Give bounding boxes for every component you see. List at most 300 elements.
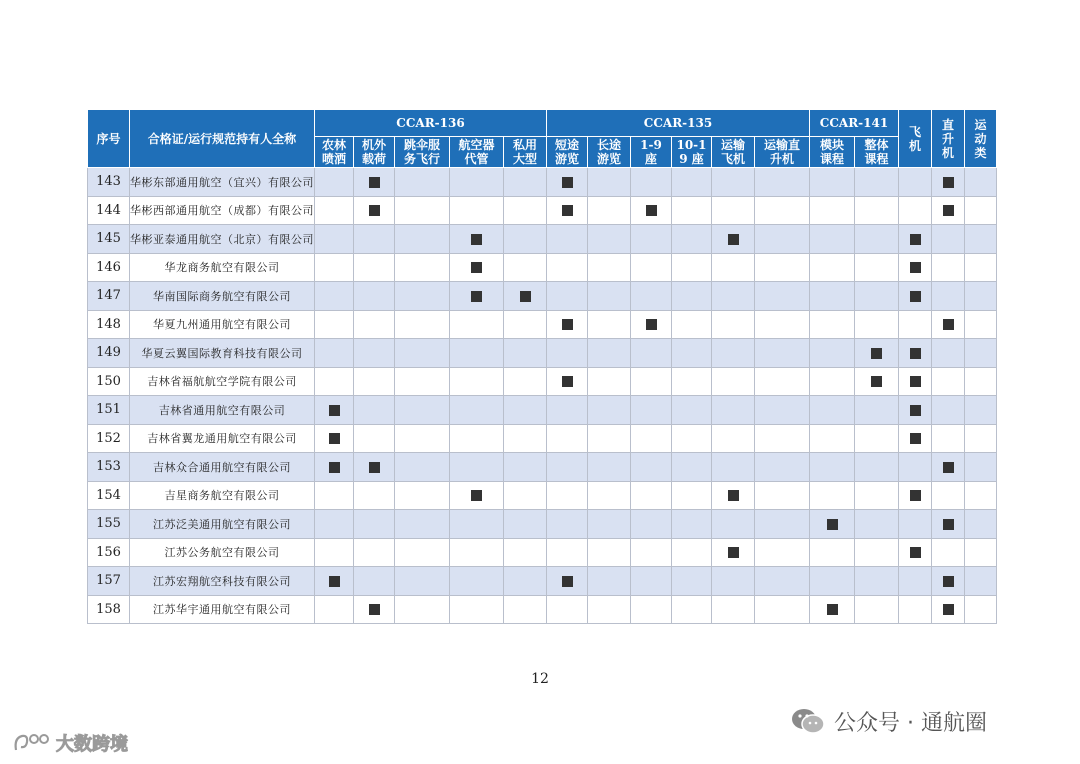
row-seq: 158 <box>88 595 130 624</box>
check-mark-icon <box>562 205 573 216</box>
check-mark-icon <box>943 462 954 473</box>
row-cell <box>547 567 588 596</box>
row-cell <box>631 253 672 282</box>
row-cell <box>712 367 755 396</box>
row-cell <box>855 168 899 197</box>
row-name: 华龙商务航空有限公司 <box>130 253 315 282</box>
subheader-5: 短途 游览 <box>547 137 588 168</box>
row-cell <box>504 225 547 254</box>
check-mark-icon <box>369 205 380 216</box>
row-seq: 143 <box>88 168 130 197</box>
row-cell <box>588 424 631 453</box>
row-cell <box>810 424 855 453</box>
row-name: 江苏华宇通用航空有限公司 <box>130 595 315 624</box>
row-seq: 147 <box>88 282 130 311</box>
row-cell <box>712 567 755 596</box>
row-cell <box>899 310 932 339</box>
row-cell <box>965 310 997 339</box>
check-mark-icon <box>943 205 954 216</box>
row-cell <box>965 424 997 453</box>
check-mark-icon <box>329 576 340 587</box>
row-name: 华南国际商务航空有限公司 <box>130 282 315 311</box>
subheader-6: 长途 游览 <box>588 137 631 168</box>
row-seq: 145 <box>88 225 130 254</box>
row-cell <box>588 481 631 510</box>
row-cell <box>672 595 712 624</box>
row-cell <box>450 567 504 596</box>
row-cell <box>395 481 450 510</box>
row-cell <box>965 168 997 197</box>
row-cell <box>755 481 810 510</box>
row-cell <box>547 196 588 225</box>
row-cell <box>755 424 810 453</box>
row-cell <box>712 196 755 225</box>
row-cell <box>547 510 588 539</box>
row-cell <box>354 481 395 510</box>
row-cell <box>672 567 712 596</box>
row-cell <box>755 168 810 197</box>
row-cell <box>450 424 504 453</box>
row-cell <box>631 424 672 453</box>
row-cell <box>354 310 395 339</box>
row-cell <box>588 225 631 254</box>
row-cell <box>855 424 899 453</box>
row-cell <box>354 567 395 596</box>
row-cell <box>395 282 450 311</box>
row-seq: 152 <box>88 424 130 453</box>
table-row <box>88 282 997 311</box>
row-cell <box>354 396 395 425</box>
check-mark-icon <box>562 376 573 387</box>
check-mark-icon <box>910 376 921 387</box>
row-cell <box>855 453 899 482</box>
row-cell <box>672 225 712 254</box>
check-mark-icon <box>369 177 380 188</box>
header-group-ccar141: CCAR-141 <box>810 110 899 137</box>
table-body <box>88 168 997 624</box>
row-cell <box>547 453 588 482</box>
row-cell <box>672 253 712 282</box>
row-cell <box>450 538 504 567</box>
table-row <box>88 567 997 596</box>
row-cell <box>315 225 354 254</box>
row-cell <box>755 196 810 225</box>
row-cell <box>354 538 395 567</box>
row-cell <box>810 253 855 282</box>
row-cell <box>395 510 450 539</box>
row-cell <box>504 282 547 311</box>
header-group-ccar136: CCAR-136 <box>315 110 547 137</box>
row-cell <box>712 339 755 368</box>
row-cell <box>631 225 672 254</box>
row-cell <box>588 310 631 339</box>
row-cell <box>899 282 932 311</box>
watermark-right-text: 公众号 · 通航圈 <box>834 710 987 736</box>
table-row <box>88 339 997 368</box>
row-name: 吉林省通用航空有限公司 <box>130 396 315 425</box>
row-cell <box>395 595 450 624</box>
row-cell <box>899 339 932 368</box>
table-row <box>88 481 997 510</box>
row-cell <box>755 339 810 368</box>
row-cell <box>547 253 588 282</box>
row-cell <box>932 339 965 368</box>
row-cell <box>450 253 504 282</box>
check-mark-icon <box>910 262 921 273</box>
row-cell <box>354 225 395 254</box>
check-mark-icon <box>520 291 531 302</box>
row-cell <box>315 510 354 539</box>
row-cell <box>588 567 631 596</box>
watermark-right <box>790 704 987 738</box>
row-cell <box>672 367 712 396</box>
row-cell <box>855 367 899 396</box>
row-cell <box>547 595 588 624</box>
row-cell <box>631 310 672 339</box>
row-cell <box>672 196 712 225</box>
row-cell <box>395 339 450 368</box>
check-mark-icon <box>871 376 882 387</box>
row-cell <box>547 538 588 567</box>
check-mark-icon <box>562 319 573 330</box>
check-mark-icon <box>369 604 380 615</box>
row-cell <box>504 510 547 539</box>
row-cell <box>395 225 450 254</box>
row-cell <box>504 567 547 596</box>
table-row <box>88 168 997 197</box>
row-cell <box>755 282 810 311</box>
subheader-4: 私用 大型 <box>504 137 547 168</box>
row-cell <box>965 339 997 368</box>
header-name: 合格证/运行规范持有人全称 <box>130 110 315 168</box>
row-cell <box>755 510 810 539</box>
check-mark-icon <box>471 490 482 501</box>
row-cell <box>631 196 672 225</box>
row-cell <box>588 339 631 368</box>
row-cell <box>588 453 631 482</box>
check-mark-icon <box>910 405 921 416</box>
check-mark-icon <box>943 319 954 330</box>
row-seq: 150 <box>88 367 130 396</box>
table-row <box>88 367 997 396</box>
check-mark-icon <box>910 348 921 359</box>
row-cell <box>755 538 810 567</box>
row-seq: 146 <box>88 253 130 282</box>
header-group-ccar135: CCAR-135 <box>547 110 810 137</box>
row-cell <box>395 310 450 339</box>
table-row <box>88 253 997 282</box>
subheader-2: 跳伞服 务飞行 <box>395 137 450 168</box>
row-cell <box>810 538 855 567</box>
row-cell <box>315 538 354 567</box>
row-cell <box>712 538 755 567</box>
row-cell <box>810 567 855 596</box>
row-cell <box>932 367 965 396</box>
row-cell <box>547 424 588 453</box>
watermark-left <box>12 728 128 758</box>
row-cell <box>395 567 450 596</box>
row-cell <box>315 253 354 282</box>
row-cell <box>450 453 504 482</box>
row-cell <box>810 282 855 311</box>
row-cell <box>354 282 395 311</box>
row-cell <box>395 538 450 567</box>
row-cell <box>450 225 504 254</box>
row-cell <box>450 282 504 311</box>
row-cell <box>631 510 672 539</box>
check-mark-icon <box>329 433 340 444</box>
logo-icon <box>12 730 52 756</box>
table-row <box>88 310 997 339</box>
row-cell <box>450 481 504 510</box>
row-cell <box>588 595 631 624</box>
row-cell <box>588 168 631 197</box>
row-cell <box>965 595 997 624</box>
check-mark-icon <box>943 519 954 530</box>
header-helicopter: 直 升 机 <box>932 110 965 168</box>
row-seq: 156 <box>88 538 130 567</box>
row-cell <box>315 282 354 311</box>
subheader-11: 模块 课程 <box>810 137 855 168</box>
wechat-icon <box>790 706 826 736</box>
row-cell <box>755 595 810 624</box>
row-cell <box>932 567 965 596</box>
row-cell <box>588 253 631 282</box>
row-cell <box>855 339 899 368</box>
row-cell <box>965 196 997 225</box>
row-cell <box>932 168 965 197</box>
subheader-1: 机外 载荷 <box>354 137 395 168</box>
row-name: 吉林众合通用航空有限公司 <box>130 453 315 482</box>
row-cell <box>810 196 855 225</box>
check-mark-icon <box>471 291 482 302</box>
row-cell <box>315 595 354 624</box>
row-cell <box>547 339 588 368</box>
row-cell <box>932 453 965 482</box>
row-seq: 151 <box>88 396 130 425</box>
row-cell <box>899 567 932 596</box>
check-mark-icon <box>910 291 921 302</box>
row-cell <box>932 538 965 567</box>
row-cell <box>712 168 755 197</box>
row-cell <box>504 310 547 339</box>
row-cell <box>932 196 965 225</box>
row-cell <box>588 196 631 225</box>
check-mark-icon <box>910 547 921 558</box>
watermark-left-text: 大数跨境 <box>56 734 128 755</box>
check-mark-icon <box>369 462 380 473</box>
row-cell <box>395 367 450 396</box>
row-cell <box>395 196 450 225</box>
row-name: 吉林省福航航空学院有限公司 <box>130 367 315 396</box>
row-cell <box>899 424 932 453</box>
row-cell <box>395 396 450 425</box>
row-cell <box>631 595 672 624</box>
check-mark-icon <box>728 490 739 501</box>
row-cell <box>395 168 450 197</box>
subheader-7: 1-9 座 <box>631 137 672 168</box>
row-cell <box>899 396 932 425</box>
row-name: 华彬亚泰通用航空（北京）有限公司 <box>130 225 315 254</box>
row-name: 江苏宏翔航空科技有限公司 <box>130 567 315 596</box>
row-cell <box>932 310 965 339</box>
row-cell <box>504 367 547 396</box>
row-cell <box>755 567 810 596</box>
row-cell <box>631 567 672 596</box>
row-cell <box>631 282 672 311</box>
row-cell <box>672 424 712 453</box>
row-cell <box>354 196 395 225</box>
row-cell <box>810 367 855 396</box>
check-mark-icon <box>728 547 739 558</box>
row-cell <box>712 253 755 282</box>
page-number: 12 <box>531 671 549 687</box>
check-mark-icon <box>329 405 340 416</box>
row-cell <box>547 310 588 339</box>
row-cell <box>504 538 547 567</box>
row-cell <box>547 367 588 396</box>
row-cell <box>672 453 712 482</box>
row-name: 吉林省翼龙通用航空有限公司 <box>130 424 315 453</box>
check-mark-icon <box>646 205 657 216</box>
row-cell <box>855 538 899 567</box>
row-cell <box>810 310 855 339</box>
row-cell <box>810 453 855 482</box>
row-cell <box>315 196 354 225</box>
check-mark-icon <box>646 319 657 330</box>
row-cell <box>965 396 997 425</box>
row-cell <box>810 225 855 254</box>
row-cell <box>932 481 965 510</box>
table-row <box>88 453 997 482</box>
row-cell <box>755 367 810 396</box>
row-name: 华彬东部通用航空（宜兴）有限公司 <box>130 168 315 197</box>
row-cell <box>810 481 855 510</box>
row-cell <box>450 396 504 425</box>
row-seq: 144 <box>88 196 130 225</box>
row-cell <box>450 196 504 225</box>
row-cell <box>755 253 810 282</box>
row-cell <box>315 367 354 396</box>
row-cell <box>855 253 899 282</box>
check-mark-icon <box>728 234 739 245</box>
row-cell <box>450 310 504 339</box>
row-cell <box>504 424 547 453</box>
header-sport: 运 动 类 <box>965 110 997 168</box>
row-cell <box>899 196 932 225</box>
row-cell <box>547 168 588 197</box>
row-cell <box>965 510 997 539</box>
row-cell <box>712 481 755 510</box>
row-cell <box>755 396 810 425</box>
row-name: 江苏公务航空有限公司 <box>130 538 315 567</box>
row-cell <box>672 339 712 368</box>
row-cell <box>588 367 631 396</box>
check-mark-icon <box>910 490 921 501</box>
row-cell <box>965 453 997 482</box>
row-cell <box>899 225 932 254</box>
row-cell <box>932 225 965 254</box>
row-cell <box>547 282 588 311</box>
row-cell <box>855 310 899 339</box>
row-cell <box>932 595 965 624</box>
row-cell <box>899 253 932 282</box>
row-cell <box>631 367 672 396</box>
row-seq: 157 <box>88 567 130 596</box>
table-row <box>88 424 997 453</box>
row-cell <box>965 367 997 396</box>
row-cell <box>315 310 354 339</box>
check-mark-icon <box>943 576 954 587</box>
row-cell <box>855 282 899 311</box>
check-mark-icon <box>562 576 573 587</box>
row-cell <box>672 481 712 510</box>
row-cell <box>631 481 672 510</box>
row-cell <box>395 424 450 453</box>
row-cell <box>932 510 965 539</box>
row-cell <box>712 424 755 453</box>
row-cell <box>810 339 855 368</box>
row-cell <box>855 510 899 539</box>
row-cell <box>588 396 631 425</box>
row-cell <box>504 595 547 624</box>
row-cell <box>547 481 588 510</box>
row-cell <box>395 453 450 482</box>
subheader-3: 航空器 代管 <box>450 137 504 168</box>
row-cell <box>965 538 997 567</box>
row-cell <box>932 253 965 282</box>
check-mark-icon <box>827 604 838 615</box>
check-mark-icon <box>943 177 954 188</box>
operator-table <box>87 109 997 624</box>
row-cell <box>932 396 965 425</box>
row-seq: 154 <box>88 481 130 510</box>
check-mark-icon <box>471 262 482 273</box>
row-cell <box>354 253 395 282</box>
row-cell <box>354 339 395 368</box>
check-mark-icon <box>329 462 340 473</box>
table-row <box>88 510 997 539</box>
row-cell <box>755 310 810 339</box>
row-cell <box>504 453 547 482</box>
row-cell <box>588 282 631 311</box>
row-cell <box>504 481 547 510</box>
row-cell <box>450 367 504 396</box>
row-cell <box>899 168 932 197</box>
row-cell <box>672 538 712 567</box>
row-cell <box>810 510 855 539</box>
row-cell <box>315 481 354 510</box>
row-cell <box>855 196 899 225</box>
row-cell <box>899 538 932 567</box>
row-cell <box>354 424 395 453</box>
row-name: 华夏九州通用航空有限公司 <box>130 310 315 339</box>
subheader-0: 农林 喷洒 <box>315 137 354 168</box>
row-cell <box>450 168 504 197</box>
row-cell <box>712 595 755 624</box>
row-name: 吉星商务航空有限公司 <box>130 481 315 510</box>
row-seq: 153 <box>88 453 130 482</box>
header-airplane: 飞 机 <box>899 110 932 168</box>
row-cell <box>712 453 755 482</box>
row-cell <box>672 168 712 197</box>
row-cell <box>855 481 899 510</box>
header-seq: 序号 <box>88 110 130 168</box>
row-cell <box>755 225 810 254</box>
row-cell <box>450 595 504 624</box>
row-cell <box>810 168 855 197</box>
row-cell <box>810 595 855 624</box>
